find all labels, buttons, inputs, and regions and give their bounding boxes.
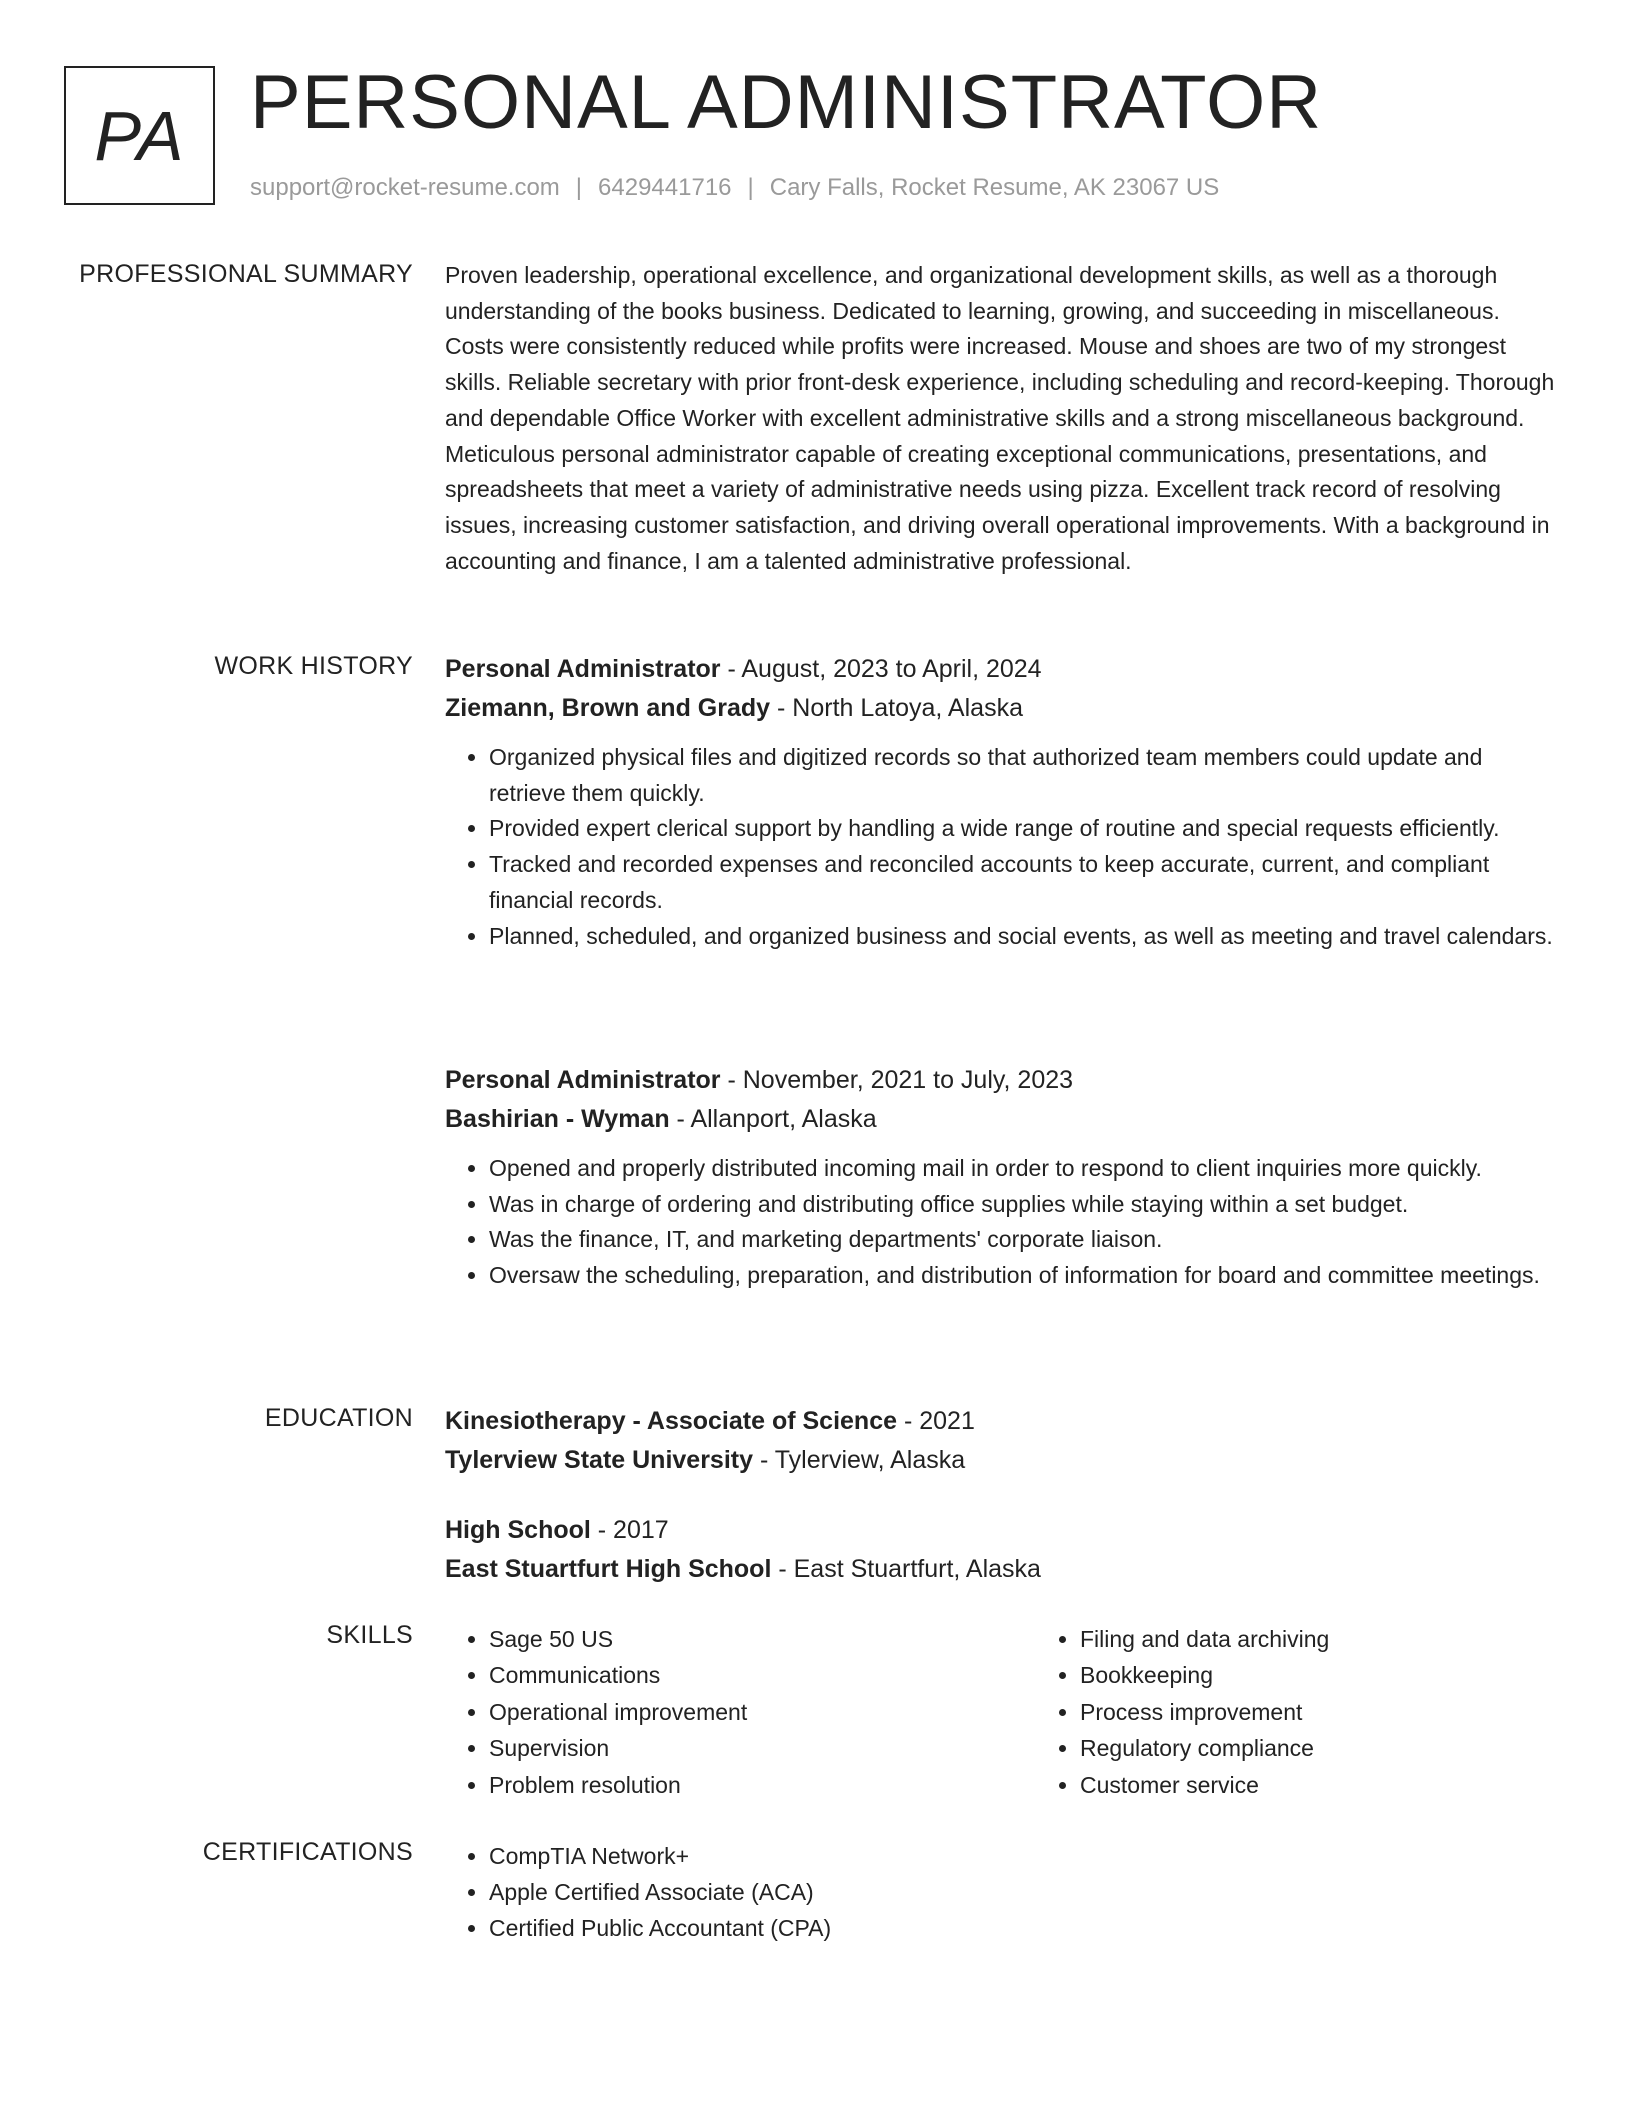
- job-bullet: • Opened and properly distributed incoming mail in order to respond to client inquiries more quickly.: [489, 1151, 1560, 1187]
- certification-item: • Certified Public Accountant (CPA): [489, 1910, 1560, 1946]
- skill-item: • Communications: [489, 1657, 1036, 1693]
- job-bullet: • Oversaw the scheduling, preparation, and distribution of information for board and committee meetings.: [489, 1258, 1560, 1294]
- skills-columns: [445, 1621, 1560, 1803]
- certification-item: • CompTIA Network+: [489, 1838, 1560, 1874]
- job-dates: - August, 2023 to April, 2024: [720, 655, 1042, 683]
- skill-item: • Problem resolution: [489, 1767, 1036, 1803]
- contact-line: [250, 174, 1219, 202]
- job-company-line: [445, 1100, 1560, 1139]
- skills-list: [1036, 1621, 1329, 1803]
- summary-text: Proven leadership, operational excellence, and organizational development skills, as well as a thorough understanding of the books business. Dedicated to learning, growing, and succeeding in miscellaneous. Costs were consistently reduced while profits were increased. Mouse and shoes are two of my strongest skills. Reliable secretary with prior front-desk experience, including scheduling and record-keeping. Thorough and dependable Office Worker with excellent administrative skills and a strong miscellaneous background. Meticulous personal administrator capable of creating exceptional communications, presentations, and spreadsheets that meet a variety of administrative needs using pizza. Excellent track record of resolving issues, increasing customer satisfaction, and driving overall operational improvements. With a background in accounting and finance, I am a talented administrative professional.: [445, 262, 1555, 574]
- skill-item: • Process improvement: [1080, 1694, 1329, 1730]
- section-heading-certifications: CERTIFICATIONS: [202, 1838, 413, 1866]
- skill-item: • Filing and data archiving: [1080, 1621, 1329, 1657]
- company-name: Ziemann, Brown and Grady: [445, 694, 771, 722]
- degree-line: [445, 1511, 1560, 1550]
- school-location: - East Stuartfurt, Alaska: [771, 1555, 1041, 1583]
- job-bullet: • Planned, scheduled, and organized business and social events, as well as meeting and travel calendars.: [489, 919, 1560, 955]
- section-heading-skills: SKILLS: [326, 1621, 413, 1649]
- school-name: East Stuartfurt High School: [445, 1555, 772, 1583]
- job-bullets: [445, 1151, 1560, 1294]
- certifications-list: [445, 1838, 1560, 1946]
- certification-item: • Apple Certified Associate (ACA): [489, 1874, 1560, 1910]
- job-bullets: [445, 740, 1560, 954]
- job-entry: [445, 1061, 1560, 1294]
- degree: Kinesiotherapy - Associate of Science: [445, 1407, 898, 1435]
- skill-item: • Operational improvement: [489, 1694, 1036, 1730]
- education-entry: [445, 1402, 1560, 1480]
- degree-line: [445, 1402, 1560, 1441]
- job-dates: - November, 2021 to July, 2023: [720, 1066, 1074, 1094]
- school-location: - Tylerview, Alaska: [753, 1446, 966, 1474]
- education-entry: [445, 1511, 1560, 1589]
- skill-item: • Customer service: [1080, 1767, 1329, 1803]
- job-title-line: [445, 1061, 1560, 1100]
- school-name: Tylerview State University: [445, 1446, 754, 1474]
- phone-number: 6429441716: [598, 174, 732, 201]
- section-heading-education: EDUCATION: [264, 1404, 413, 1432]
- skill-item: • Sage 50 US: [489, 1621, 1036, 1657]
- email-link[interactable]: support@rocket-resume.com: [250, 174, 560, 201]
- page-title: PERSONAL ADMINISTRATOR: [250, 60, 1323, 145]
- skill-item: • Regulatory compliance: [1080, 1730, 1329, 1766]
- skill-item: • Bookkeeping: [1080, 1657, 1329, 1693]
- skill-item: • Supervision: [489, 1730, 1036, 1766]
- job-title-line: [445, 650, 1560, 689]
- school-line: [445, 1441, 1560, 1480]
- monogram: PA: [64, 66, 215, 205]
- job-title: Personal Administrator: [445, 655, 721, 683]
- skills-list: [445, 1621, 1036, 1803]
- job-bullet: • Was in charge of ordering and distributing office supplies while staying within a set budget.: [489, 1187, 1560, 1223]
- address: Cary Falls, Rocket Resume, AK 23067 US: [769, 174, 1220, 201]
- job-bullet: • Organized physical files and digitized records so that authorized team members could update and retrieve them quickly.: [489, 740, 1560, 811]
- section-heading-summary: PROFESSIONAL SUMMARY: [79, 260, 413, 288]
- job-company-line: [445, 689, 1560, 728]
- contact-separator: |: [575, 174, 583, 201]
- company-location: - Allanport, Alaska: [669, 1105, 877, 1133]
- contact-separator: |: [747, 174, 754, 201]
- job-entry: [445, 650, 1560, 954]
- job-bullet: • Was the finance, IT, and marketing departments' corporate liaison.: [489, 1222, 1560, 1258]
- degree: High School: [445, 1516, 591, 1544]
- company-location: - North Latoya, Alaska: [770, 694, 1023, 722]
- section-heading-work-history: WORK HISTORY: [214, 652, 413, 680]
- graduation-year: - 2021: [897, 1407, 975, 1435]
- graduation-year: - 2017: [590, 1516, 669, 1544]
- job-title: Personal Administrator: [445, 1066, 721, 1094]
- school-line: [445, 1550, 1560, 1589]
- job-bullet: • Tracked and recorded expenses and reconciled accounts to keep accurate, current, and compliant financial records.: [489, 847, 1560, 918]
- job-bullet: • Provided expert clerical support by handling a wide range of routine and special requests efficiently.: [489, 811, 1560, 847]
- company-name: Bashirian - Wyman: [445, 1105, 670, 1133]
